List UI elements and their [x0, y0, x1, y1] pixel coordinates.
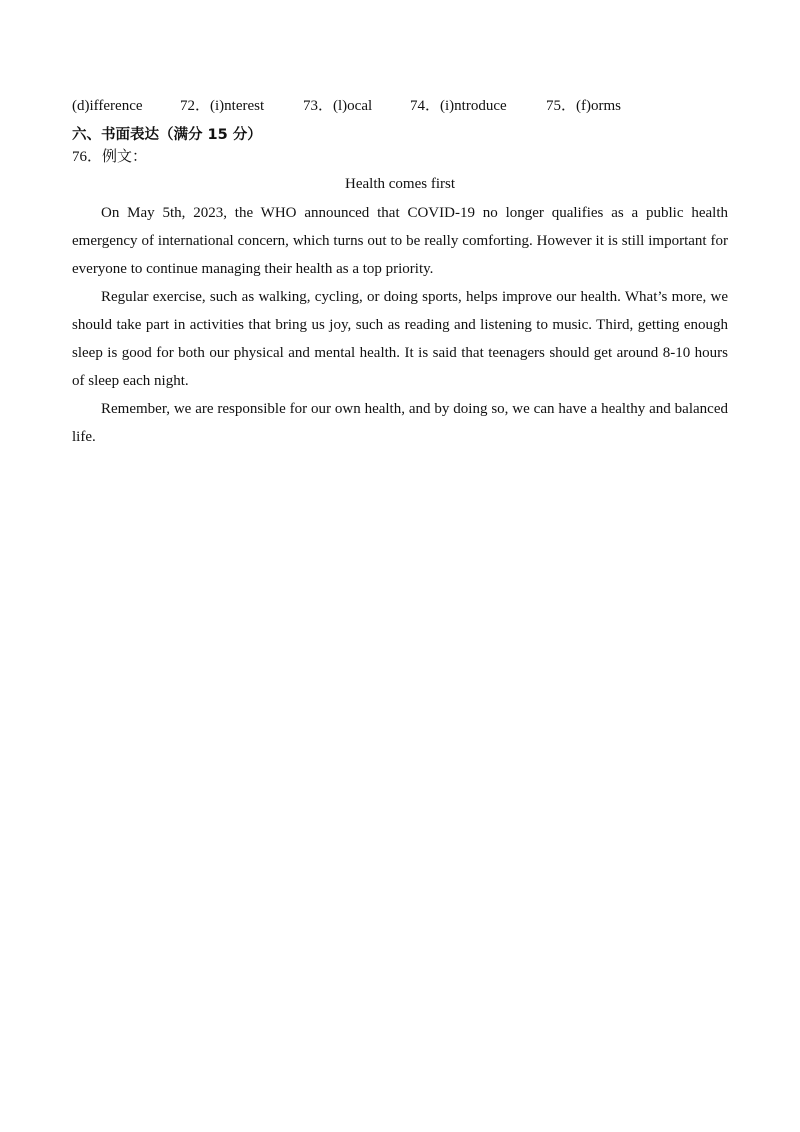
essay-paragraph: On May 5th, 2023, the WHO announced that COVID-19 no longer qualifies as a public health emergency of international concern, which turns out to be really comforting. However it is still important for everyone to continue managing their health as a top priority. [72, 205, 728, 277]
answer-74: 74．(i)ntroduce [410, 98, 507, 114]
answer-73: 73．(l)ocal [303, 98, 373, 114]
answer-75: 75．(f)orms [546, 98, 621, 114]
essay-title: Health comes first [345, 176, 455, 192]
essay-paragraph: Remember, we are responsible for our own health, and by doing so, we can have a healthy and balanced life. [72, 401, 728, 445]
essay-body [72, 199, 728, 451]
question-label: 76．例文： [72, 149, 148, 165]
section-heading: 六、书面表达（满分 15 分） [72, 127, 262, 143]
essay-paragraph: Regular exercise, such as walking, cycling, or doing sports, helps improve our health. What’s more, we should take part in activities that bring us joy, such as reading and listening to music. Third, getting enough sleep is good for both our physical and mental health. It is said that teenagers should get around 8-10 hours of sleep each night. [72, 289, 728, 389]
answer-71: (d)ifference [72, 98, 143, 114]
answer-72: 72．(i)nterest [180, 98, 265, 114]
